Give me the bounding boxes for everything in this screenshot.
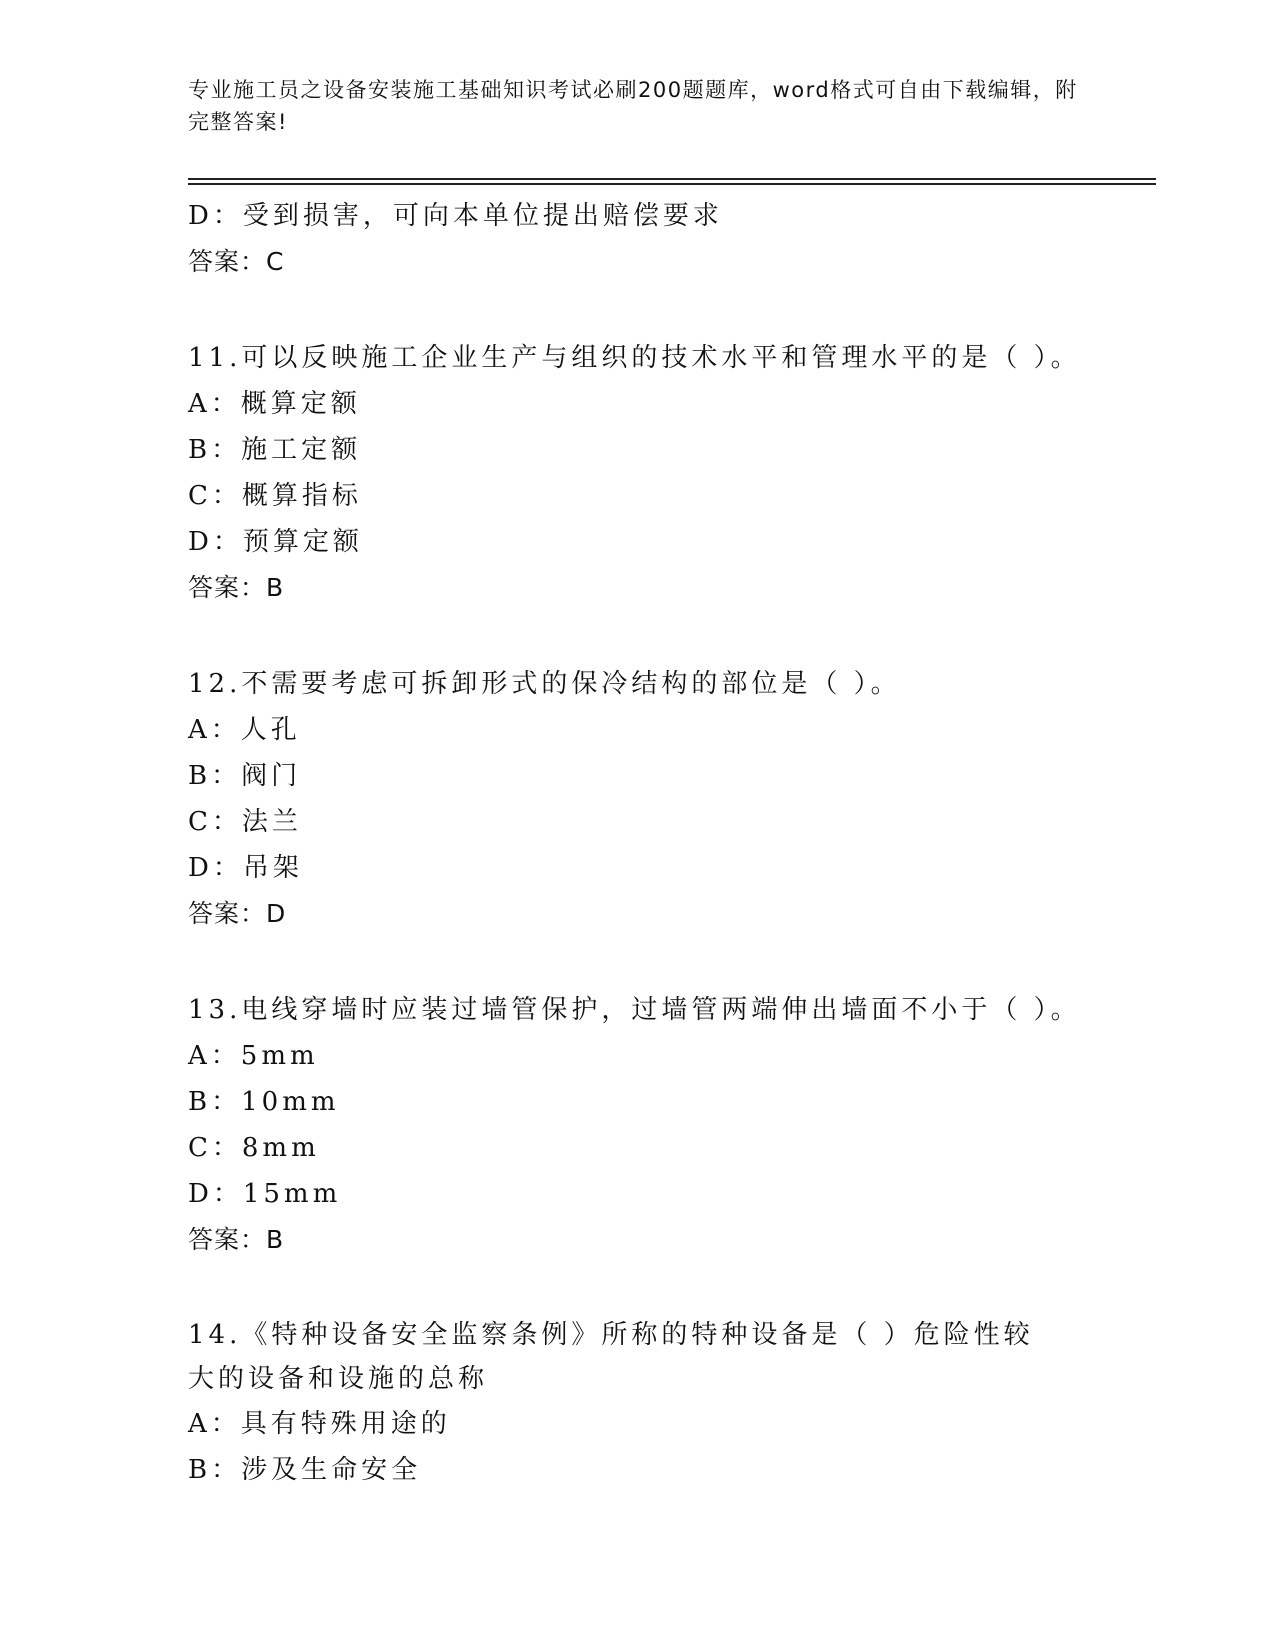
option-d: D：预算定额 [188,527,363,557]
question-stem: 11.可以反映施工企业生产与组织的技术水平和管理水平的是（ ）。 [188,343,1081,373]
question-stem: 12.不需要考虑可拆卸形式的保冷结构的部位是（ ）。 [188,669,901,699]
answer: 答案：B [188,1225,285,1254]
option-b: B：阀门 [188,761,302,791]
question-block-14 [188,1313,1088,1493]
answer: 答案：C [188,247,285,276]
document-title: 专业施工员之设备安装施工基础知识考试必刷200题题库，word格式可自由下载编辑，附完整答案! [188,78,1078,134]
option-a: A：概算定额 [188,389,361,419]
question-list [188,193,1088,1493]
option-b: B：10mm [188,1087,340,1117]
question-block-13 [188,987,1088,1263]
spacer [188,285,1088,335]
question-stem: 13.电线穿墙时应装过墙管保护，过墙管两端伸出墙面不小于（ ）。 [188,995,1081,1025]
option-b: B：施工定额 [188,435,362,465]
option-c: C：概算指标 [188,481,362,511]
question-block-11 [188,335,1088,611]
spacer [188,1263,1088,1313]
question-block-prev [188,193,1088,285]
option-d: D：受到损害，可向本单位提出赔偿要求 [188,201,723,231]
option-c: C：法兰 [188,807,302,837]
spacer [188,937,1088,987]
option-a: A：人孔 [188,715,301,745]
answer: 答案：D [188,899,287,928]
option-a: A：具有特殊用途的 [188,1409,451,1439]
answer: 答案：B [188,573,285,602]
option-b: B：涉及生命安全 [188,1455,422,1485]
spacer [188,611,1088,661]
header-divider-bottom [188,183,1156,185]
question-block-12 [188,661,1088,937]
option-d: D：吊架 [188,853,303,883]
header-divider-top [188,178,1156,180]
option-a: A：5mm [188,1041,319,1071]
option-d: D：15mm [188,1179,342,1209]
question-stem: 14.《特种设备安全监察条例》所称的特种设备是（ ）危险性较大的设备和设施的总称 [188,1320,1034,1394]
option-c: C：8mm [188,1133,320,1163]
